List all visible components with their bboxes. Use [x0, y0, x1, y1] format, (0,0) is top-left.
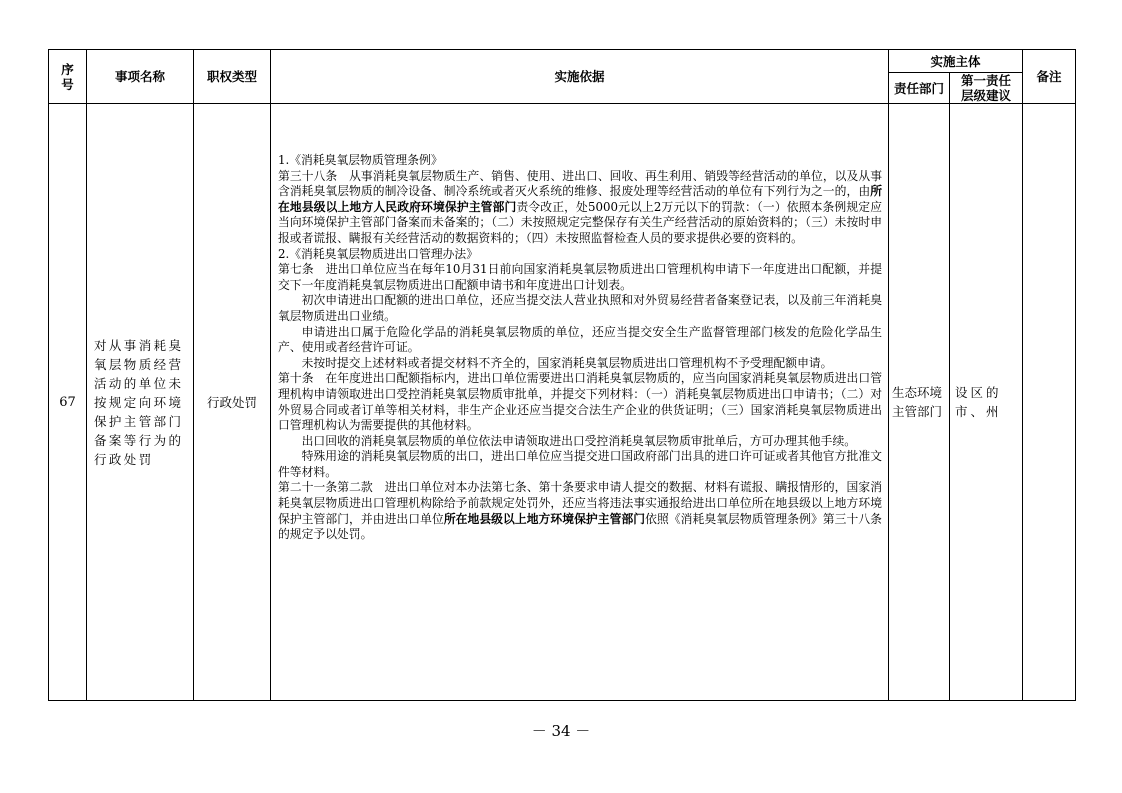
basis-paragraph: 1.《消耗臭氧层物质管理条例》 [278, 153, 443, 167]
power-list-table [48, 49, 1076, 701]
basis-paragraph: 初次申请进出口配额的进出口单位，还应当提交法人营业执照和对外贸易经营者备案登记表，以及前三年消耗臭氧层物质进出口业绩。 [278, 293, 882, 323]
cell-seq: 67 [49, 104, 87, 701]
cell-first-level: 设区的市、州 [950, 104, 1023, 701]
basis-paragraph: 出口回收的消耗臭氧层物质的单位依法申请领取进出口受控消耗臭氧层物质审批单后，方可办理其他手续。 [301, 433, 857, 448]
cell-item-name: 对从事消耗臭氧层物质经营活动的单位未按规定向环境保护主管部门备案等行为的行政处罚 [87, 104, 194, 701]
cell-remark [1023, 104, 1076, 701]
header-power-type: 职权类型 [194, 50, 271, 104]
header-implementing-subject: 实施主体 [889, 50, 1023, 73]
cell-power-type: 行政处罚 [194, 104, 271, 701]
basis-paragraph: 特殊用途的消耗臭氧层物质的出口，进出口单位应当提交进口国政府部门出具的进口许可证或者其他官方批准文件等材料。 [278, 449, 882, 479]
header-basis: 实施依据 [271, 50, 889, 104]
header-item-name: 事项名称 [87, 50, 194, 104]
basis-paragraph: 第十条 在年度进出口配额指标内，进出口单位需要进出口消耗臭氧层物质的，应当向国家消耗臭氧层物质进出口管理机构申请领取进出口受控消耗臭氧层物质审批单，并提交下列材料：（一）消耗臭氧层物质进出口申请书；（二）对外贸易合同或者订单等相关材料，非生产企业还应当提交合法生产企业的供货证明；（三）国家消耗臭氧层物质进出口管理机构认为需要提供的其他材料。 [278, 371, 882, 433]
basis-paragraph: 第二十一条第二款 进出口单位对本办法第七条、第十条要求申请人提交的数据、材料有谎报、瞒报情形的，国家消耗臭氧层物质进出口管理机构除给予前款规定处罚外，还应当将违法事实通报给进出口单位所在地县级以上地方环境保护主管部门，并由进出口单位所在地县级以上地方环境保护主管部门依照《消耗臭氧层物质管理条例》第三十八条的规定予以处罚。 [278, 480, 882, 542]
page-number: － 34 － [531, 722, 591, 740]
basis-paragraph: 未按时提交上述材料或者提交材料不齐全的，国家消耗臭氧层物质进出口管理机构不予受理配额申请。 [301, 355, 833, 370]
responsible-authority-highlight: 所在地县级以上地方环境保护主管部门 [443, 511, 646, 526]
cell-basis [271, 104, 889, 701]
header-responsible-dept: 责任部门 [889, 73, 950, 104]
cell-responsible-dept: 生态环境主管部门 [889, 104, 950, 701]
basis-paragraph: 第三十八条 从事消耗臭氧层物质生产、销售、使用、进出口、回收、再生利用、销毁等经营活动的单位，以及从事含消耗臭氧层物质的制冷设备、制冷系统或者灭火系统的维修、报废处理等经营活动的单位有下列行为之一的，由所在地县级以上地方人民政府环境保护主管部门责令改正，处5000元以上2万元以下的罚款：（一）依照本条例规定应当向环境保护主管部门备案而未备案的；（二）未按照规定完整保存有关生产经营活动的原始资料的；（三）未按时申报或者谎报、瞒报有关经营活动的数据资料的；（四）未按照监督检查人员的要求提供必要的资料的。 [278, 168, 882, 245]
basis-paragraph: 2.《消耗臭氧层物质进出口管理办法》 [278, 246, 479, 261]
responsible-authority-highlight: 所在地县级以上地方人民政府环境保护主管部门 [278, 184, 882, 214]
basis-paragraph: 第七条 进出口单位应当在每年10月31日前向国家消耗臭氧层物质进出口管理机构申请下一年度进出口配额，并提交下一年度消耗臭氧层物质进出口配额申请书和年度进出口计划表。 [278, 262, 882, 292]
header-seq: 序号 [49, 50, 87, 104]
basis-paragraph: 申请进出口属于危险化学品的消耗臭氧层物质的单位，还应当提交安全生产监督管理部门核发的危险化学品生产、使用或者经营许可证。 [278, 324, 882, 355]
header-first-level: 第一责任层级建议 [950, 73, 1023, 104]
header-remark: 备注 [1023, 50, 1076, 104]
